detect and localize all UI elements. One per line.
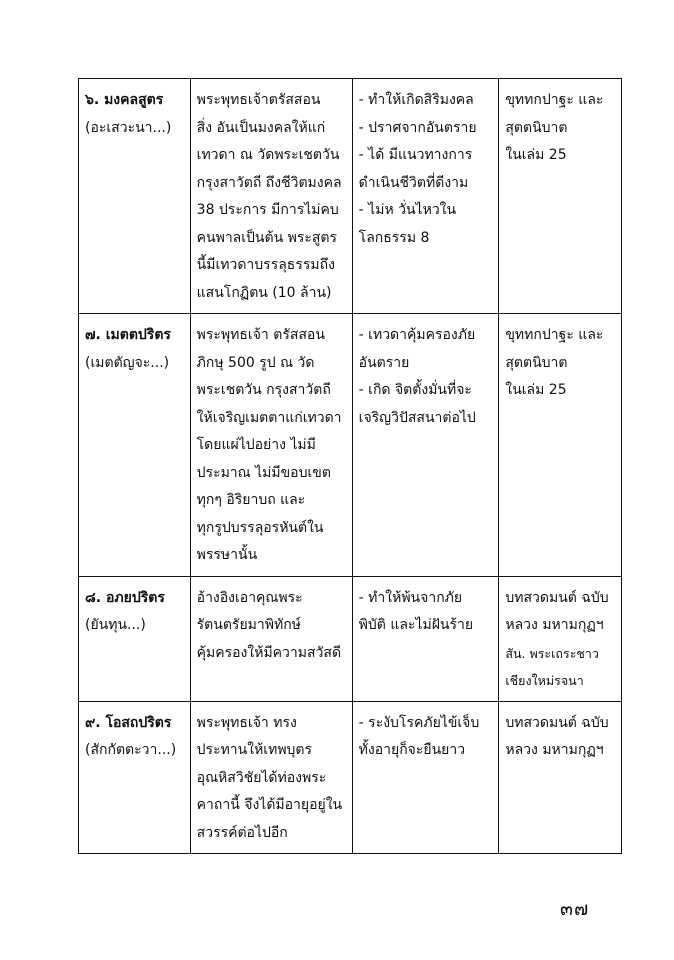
source-line: หลวง มหามกุฏฯ	[505, 617, 604, 633]
benefit-line: พิบัติ และไม่ฝันร้าย	[358, 617, 474, 633]
source-cell	[499, 314, 622, 577]
table-row	[79, 79, 622, 314]
table-row	[79, 576, 622, 701]
page-number: ๓๗	[560, 898, 590, 920]
benefit-line: ดำเนินชีวิตที่ดีงาม	[358, 174, 469, 191]
content-line: พระพุทธเจ้าตรัสสอน	[196, 92, 321, 108]
content-line: เทวดา ณ วัดพระเชตวัน	[196, 147, 340, 163]
content-line: 38 ประการ มีการไม่คบ	[196, 202, 339, 218]
benefit-line: - ได้ มีแนวทางการ	[358, 147, 473, 163]
content-cell	[190, 576, 352, 701]
benefit-cell	[352, 79, 499, 314]
name-cell	[79, 701, 191, 854]
content-line: ทุกๆ อิริยาบถ และ	[196, 492, 306, 508]
source-line: สุตตนิบาต	[505, 354, 568, 371]
row-title: ๖. มงคลสูตร	[85, 92, 164, 108]
row-title: ๘. อภยปริตร	[85, 589, 165, 606]
benefit-line: อันตราย	[358, 354, 410, 371]
row-title: ๙. โอสถปริตร	[85, 714, 172, 731]
content-cell	[190, 701, 352, 854]
benefit-cell	[352, 314, 499, 577]
row-subtitle: (เมตตัญจะ...)	[85, 354, 170, 371]
content-line: โดยแผ่ไปอย่าง ไม่มี	[196, 437, 316, 453]
benefit-line: - ไม่ห วั่นไหวใน	[358, 202, 457, 218]
content-line: พรรษานั้น	[196, 547, 258, 563]
row-subtitle: (อะเสวะนา...)	[85, 119, 172, 136]
source-cell	[499, 576, 622, 701]
table-row	[79, 701, 622, 854]
benefit-line: - ระงับโรคภัยไข้เจ็บ	[358, 714, 480, 731]
content-line: ภิกษุ 500 รูป ณ วัด	[196, 354, 315, 371]
content-cell	[190, 314, 352, 577]
row-subtitle: (ยันทุน...)	[85, 617, 146, 633]
row-subtitle: (สักกัตตะวา...)	[85, 742, 177, 758]
content-line: คาถานี้ จึงได้มีอายุอยู่ใน	[196, 797, 343, 813]
content-line: อุณหิสวิชัยได้ท่องพระ	[196, 769, 327, 786]
source-line: เชียงใหม่รจนา	[505, 673, 584, 688]
source-line: บทสวดมนต์ ฉบับ	[505, 714, 609, 731]
content-line: แสนโกฏิตน (10 ล้าน)	[196, 284, 332, 301]
name-cell	[79, 314, 191, 577]
content-cell	[190, 79, 352, 314]
benefit-line: โลกธรรม 8	[358, 229, 430, 246]
content-line: อ้างอิงเอาคุณพระ	[196, 589, 303, 606]
content-line: กรุงสาวัตถี ถึงชีวิตมงคล	[196, 174, 342, 191]
content-line: พระพุทธเจ้า ทรง	[196, 714, 297, 731]
content-line: ประมาณ ไม่มีขอบเขต	[196, 464, 331, 481]
content-line: นี้มีเทวดาบรรลุธรรมถึง	[196, 257, 335, 273]
source-line: บทสวดมนต์ ฉบับ	[505, 589, 609, 606]
benefit-line: ทั้งอายุก็จะยืนยาว	[358, 742, 466, 758]
content-line: ประทานให้เทพบุตร	[196, 742, 313, 758]
source-line: ขุททกปาฐะ และ	[505, 92, 604, 108]
content-line: ให้เจริญเมตตาแก่เทวดา	[196, 409, 342, 426]
source-line: สุตตนิบาต	[505, 119, 568, 136]
content-line: ทุกรูปบรรลุอรหันต์ใน	[196, 519, 324, 536]
source-cell	[499, 79, 622, 314]
benefit-line: - ปราศจากอันตราย	[358, 119, 477, 136]
name-cell	[79, 576, 191, 701]
source-line: หลวง มหามกุฏฯ	[505, 742, 604, 758]
table-body	[79, 79, 622, 854]
source-line: สัน. พระเถระชาว	[505, 645, 599, 661]
content-line: สวรรค์ต่อไปอีก	[196, 824, 288, 841]
content-line: พระเชตวัน กรุงสาวัตถี	[196, 382, 331, 398]
document-table	[78, 78, 622, 854]
benefit-line: - ทำให้เกิดสิริมงคล	[358, 92, 474, 108]
benefit-line: เจริญวิปัสสนาต่อไป	[358, 409, 476, 426]
source-line: ขุททกปาฐะ และ	[505, 327, 604, 343]
row-title: ๗. เมตตปริตร	[85, 327, 171, 343]
benefit-line: - เทวดาคุ้มครองภัย	[358, 327, 476, 343]
content-line: พระพุทธเจ้า ตรัสสอน	[196, 327, 325, 343]
name-cell	[79, 79, 191, 314]
table-row	[79, 314, 622, 577]
benefit-line: - เกิด จิตตั้งมั่นที่จะ	[358, 382, 472, 398]
source-line: ในเล่ม 25	[505, 382, 567, 398]
content-line: คนพาลเป็นต้น พระสูตร	[196, 229, 338, 246]
content-line: คุ้มครองให้มีความสวัสดี	[196, 644, 342, 661]
source-line: ในเล่ม 25	[505, 147, 567, 163]
source-cell	[499, 701, 622, 854]
content-line: รัตนตรัยมาพิทักษ์	[196, 617, 301, 633]
content-line: สิ่ง อันเป็นมงคลให้แก่	[196, 119, 326, 136]
benefit-cell	[352, 701, 499, 854]
benefit-line: - ทำให้พ้นจากภัย	[358, 589, 463, 606]
benefit-cell	[352, 576, 499, 701]
